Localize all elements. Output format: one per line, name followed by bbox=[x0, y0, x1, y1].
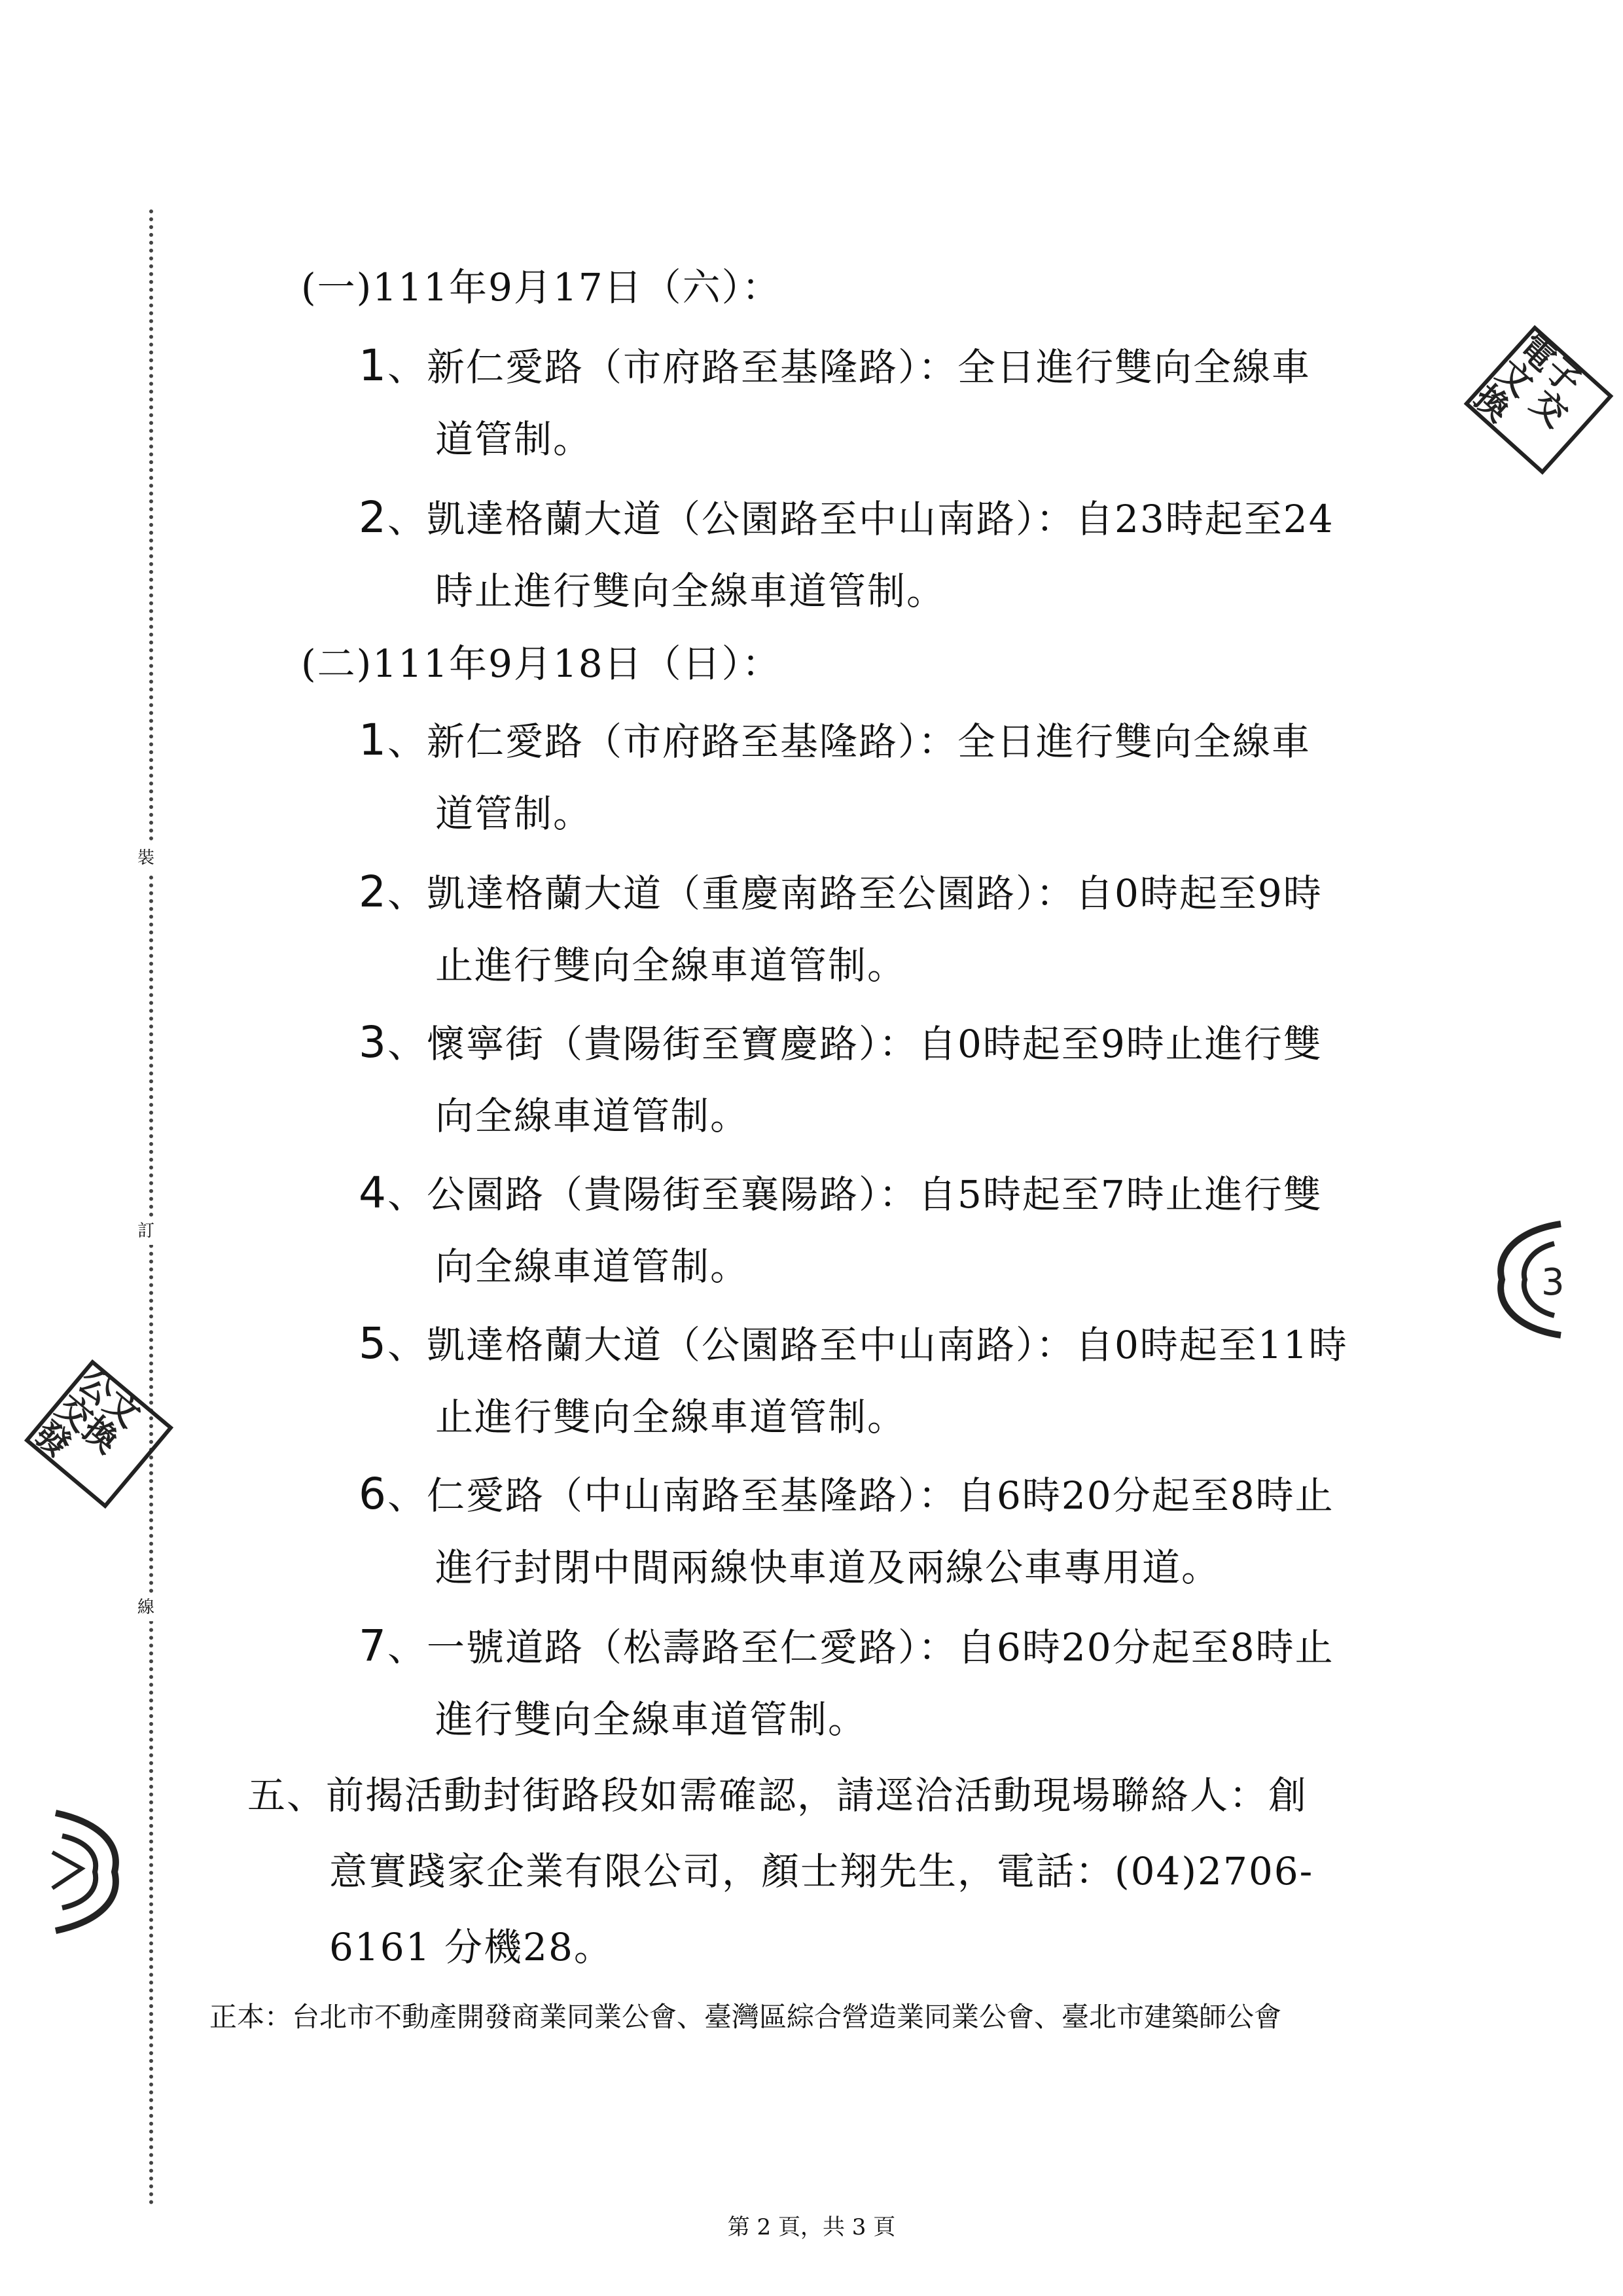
item-text: 、凱達格蘭大道（重慶南路至公園路）：自0時起至9時 bbox=[387, 871, 1323, 916]
item-number: 4 bbox=[359, 1168, 387, 1218]
list-item bbox=[359, 1017, 1323, 1067]
item-five: 五、前揭活動封街路段如需確認，請逕洽活動現場聯絡人：創 bbox=[247, 1773, 1308, 1818]
exchange-seal: 公文 交換 發 bbox=[24, 1359, 173, 1509]
section-2-heading: (二)111年9月18日（日）： bbox=[301, 641, 781, 686]
list-item bbox=[359, 1621, 1334, 1671]
binding-label-bottom: 線 bbox=[135, 1594, 157, 1621]
binding-label-middle: 訂 bbox=[135, 1217, 157, 1245]
list-item bbox=[359, 1168, 1323, 1218]
item-text-continued: 道管制。 bbox=[435, 791, 593, 836]
section-1-heading: (一)111年9月17日（六）： bbox=[301, 265, 781, 310]
item-text-continued: 進行封閉中間兩線快車道及兩線公車專用道。 bbox=[435, 1545, 1221, 1590]
item-number: 1 bbox=[359, 340, 387, 391]
item-text: 、新仁愛路（市府路至基隆路）：全日進行雙向全線車 bbox=[387, 719, 1311, 764]
copies-recipients bbox=[209, 1996, 1440, 2038]
overlap-stamp-mark-icon bbox=[1476, 1217, 1574, 1342]
list-item bbox=[359, 340, 1311, 391]
item-text: 、公園路（貴陽街至襄陽路）：自5時起至7時止進行雙 bbox=[387, 1172, 1323, 1217]
list-item bbox=[359, 492, 1334, 543]
item-text: 、新仁愛路（市府路至基隆路）：全日進行雙向全線車 bbox=[387, 345, 1311, 389]
electronic-document-seal: 電子文 交換 bbox=[1464, 325, 1614, 475]
item-text: 、凱達格蘭大道（公園路至中山南路）：自23時起至24 bbox=[387, 497, 1334, 541]
item-text: 、懷寧街（貴陽街至寶慶路）：自0時起至9時止進行雙 bbox=[387, 1022, 1323, 1066]
item-text: 、仁愛路（中山南路至基隆路）：自6時20分起至8時止 bbox=[387, 1473, 1334, 1518]
list-item bbox=[359, 1318, 1348, 1369]
item-number: 2 bbox=[359, 492, 387, 543]
item-text-continued: 時止進行雙向全線車道管制。 bbox=[435, 569, 946, 613]
copies-label: 正本： bbox=[209, 2001, 293, 2033]
item-number: 2 bbox=[359, 867, 387, 917]
overlap-stamp-mark-left-icon bbox=[43, 1806, 141, 1937]
list-item bbox=[359, 715, 1311, 765]
item-number: 5 bbox=[359, 1318, 387, 1369]
item-text-continued: 向全線車道管制。 bbox=[435, 1094, 750, 1138]
list-item bbox=[359, 1469, 1334, 1519]
stamp-number: 3 bbox=[1541, 1261, 1565, 1304]
copies-text: 台北市不動產開發商業同業公會、臺灣區綜合營造業同業公會、臺北市建築師公會 bbox=[292, 2001, 1282, 2033]
item-text: 、凱達格蘭大道（公園路至中山南路）：自0時起至11時 bbox=[387, 1323, 1348, 1367]
item-five-continued: 6161 分機28。 bbox=[329, 1925, 613, 1969]
list-item bbox=[359, 867, 1323, 917]
item-number: 3 bbox=[359, 1017, 387, 1067]
item-text-continued: 止進行雙向全線車道管制。 bbox=[435, 943, 907, 988]
item-text-continued: 止進行雙向全線車道管制。 bbox=[435, 1395, 907, 1439]
item-five-continued: 意實踐家企業有限公司，顏士翔先生，電話：(04)2706- bbox=[329, 1849, 1314, 1893]
item-text-continued: 進行雙向全線車道管制。 bbox=[435, 1697, 868, 1742]
item-number: 7 bbox=[359, 1621, 387, 1671]
item-number: 1 bbox=[359, 715, 387, 765]
binding-dotted-line bbox=[149, 209, 153, 2206]
item-number: 6 bbox=[359, 1469, 387, 1519]
item-text: 、一號道路（松壽路至仁愛路）：自6時20分起至8時止 bbox=[387, 1625, 1334, 1670]
item-text-continued: 道管制。 bbox=[435, 417, 593, 461]
item-text-continued: 向全線車道管制。 bbox=[435, 1244, 750, 1289]
binding-label-top: 裝 bbox=[135, 844, 157, 872]
page-footer: 第 2 頁，共 3 頁 bbox=[727, 2214, 896, 2240]
